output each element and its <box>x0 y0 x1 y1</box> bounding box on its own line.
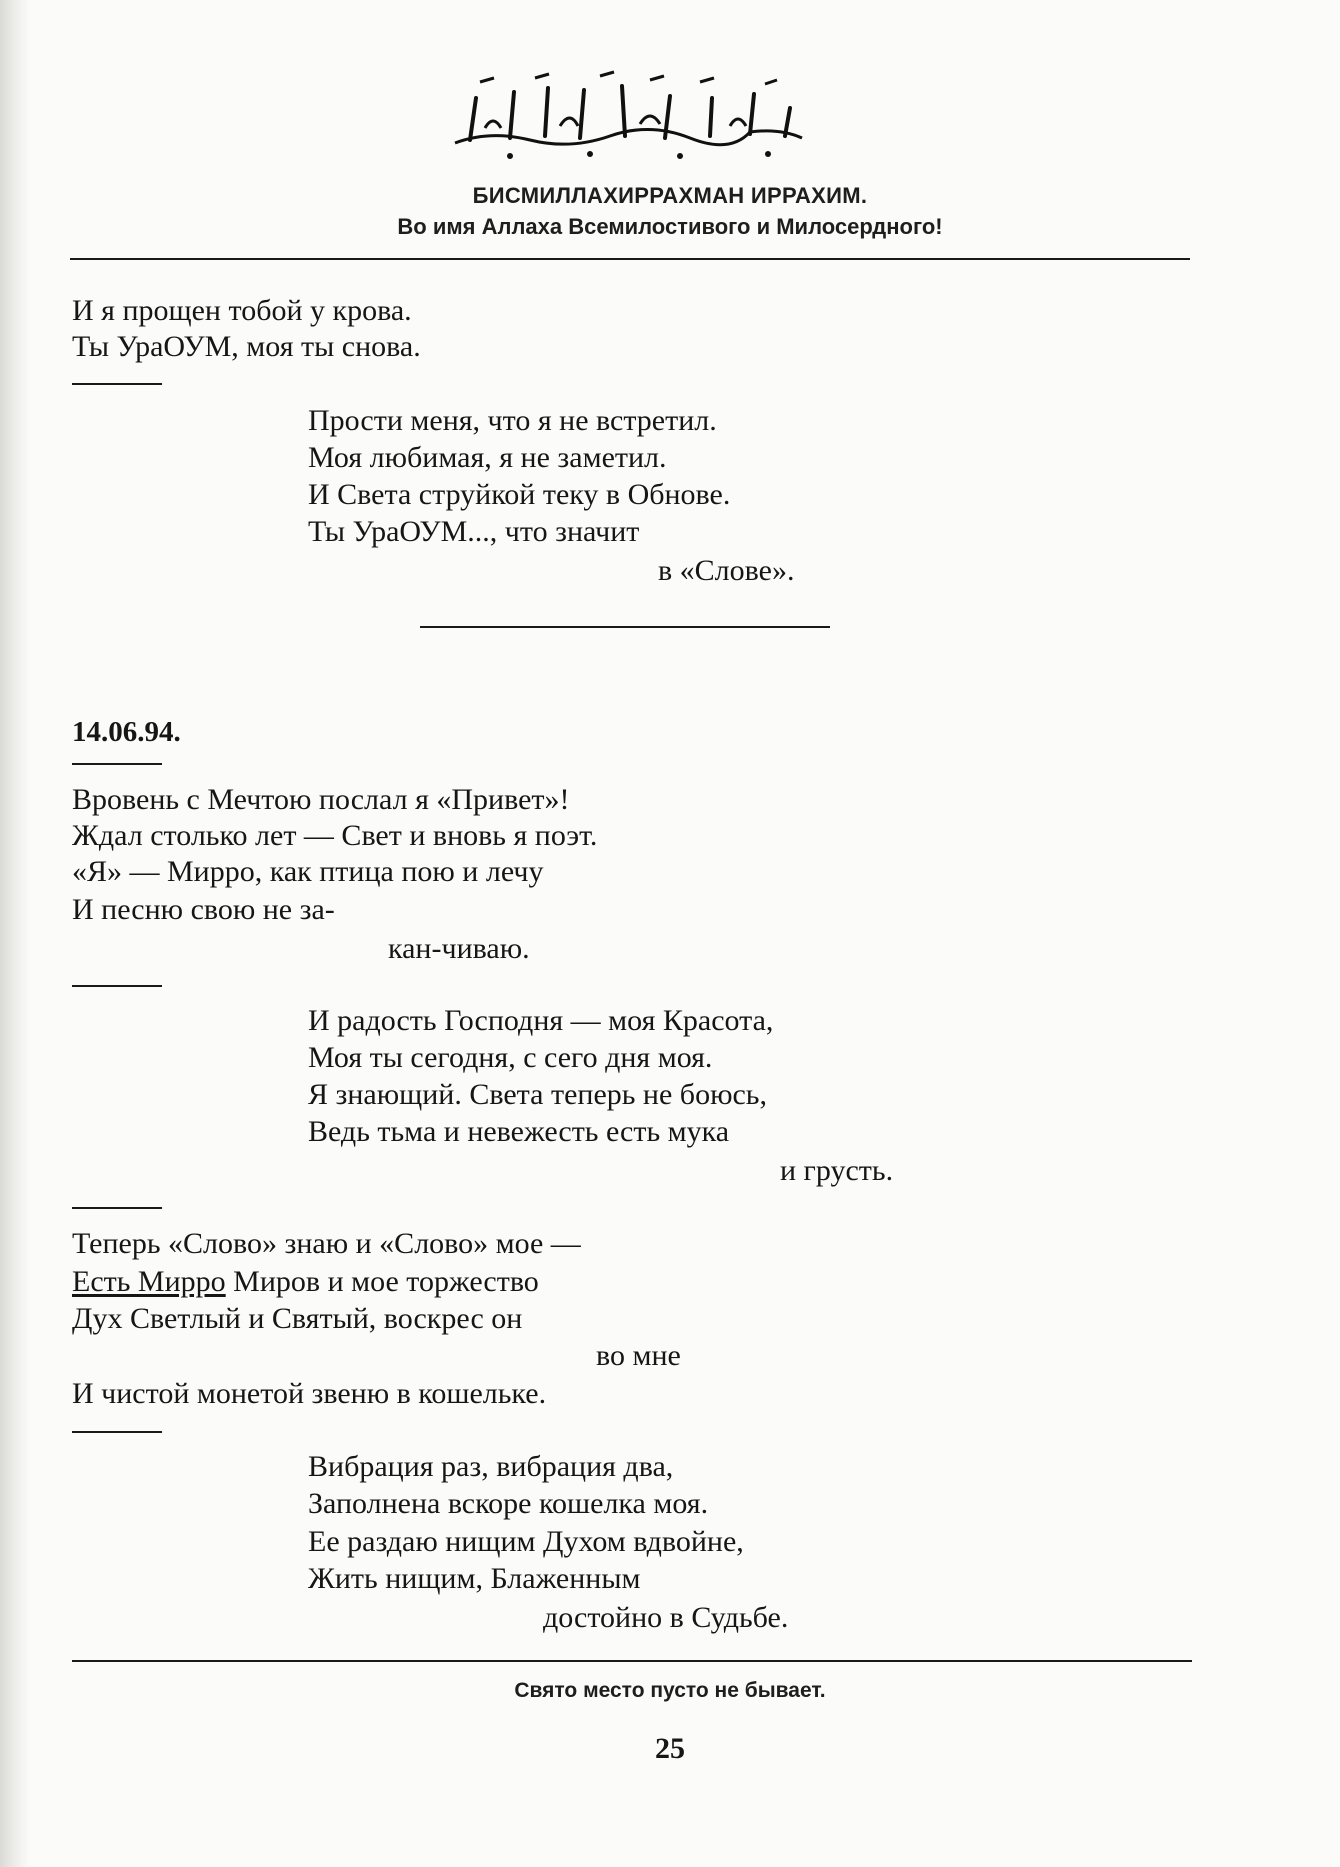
poem-line: И песню свою не за- <box>72 893 335 926</box>
poem-line: Прости меня, что я не встретил. <box>308 404 717 437</box>
poem-line: достойно в Судьбе. <box>543 1601 789 1634</box>
poem-line: Ты УраОУМ..., что значит <box>308 515 640 548</box>
underlined-phrase: Есть Мирро <box>72 1265 226 1298</box>
poem-line: Ее раздаю нищим Духом вдвойне, <box>308 1525 744 1558</box>
page-number: 25 <box>655 1732 685 1765</box>
header-title: БИСМИЛЛАХИРРАХМАН ИРРАХИМ. <box>472 183 868 208</box>
poem-line: Вибрация раз, вибрация два, <box>308 1450 674 1483</box>
stanza-divider <box>72 985 162 987</box>
header-rule <box>70 258 1190 260</box>
poem-line: и грусть. <box>780 1154 894 1187</box>
bismillah-calligraphy <box>450 68 810 168</box>
stanza-divider <box>72 383 162 385</box>
poem-line: Я знающий. Света теперь не боюсь, <box>308 1078 767 1111</box>
poem-line: Ты УраОУМ, моя ты снова. <box>72 330 421 363</box>
poem-line-rest: Миров и мое торжество <box>225 1265 539 1298</box>
poem-line: Дух Светлый и Святый, воскрес он <box>72 1302 523 1335</box>
poem-line: в «Слове». <box>658 554 795 587</box>
poem-line: во мне <box>596 1339 681 1372</box>
poem-line: Моя любимая, я не заметил. <box>308 441 667 474</box>
poem-line: И я прощен тобой у крова. <box>72 294 412 327</box>
header-subtitle: Во имя Аллаха Всемилостивого и Милосердного! <box>397 214 943 239</box>
poem-line <box>72 1267 539 1297</box>
poem-line: Ждал столько лет — Свет и вновь я поэт. <box>72 819 598 852</box>
footer-proverb: Свято место пусто не бывает. <box>514 1679 826 1702</box>
poem-line: И радость Господня — моя Красота, <box>308 1004 774 1037</box>
page-gutter-shadow <box>0 0 30 1867</box>
poem-date: 14.06.94. <box>72 716 181 748</box>
poem-line: И чистой монетой звеню в кошельке. <box>72 1377 547 1410</box>
poem-line: Жить нищим, Блаженным <box>308 1562 641 1595</box>
stanza-divider <box>72 763 162 765</box>
stanza-divider <box>72 1207 162 1209</box>
poem-line: Теперь «Слово» знаю и «Слово» мое — <box>72 1227 581 1260</box>
poem-line: «Я» — Мирро, как птица пою и лечу <box>72 855 544 888</box>
poem-line: Заполнена вскоре кошелка моя. <box>308 1487 709 1520</box>
stanza-divider <box>72 1431 162 1433</box>
poem-line: Ведь тьма и невежесть есть мука <box>308 1115 730 1148</box>
bismillah-arabic-text: بِسْمِ ٱللَّٰهِ ٱلرَّحْمَٰنِ ٱلرَّحِيمِ <box>630 163 642 164</box>
poem-separator <box>420 626 830 628</box>
footer-rule <box>72 1660 1192 1662</box>
poem-line: И Света струйкой теку в Обнове. <box>308 478 731 511</box>
poem-line: Вровень с Мечтою послал я «Привет»! <box>72 783 570 816</box>
poem-line: Моя ты сегодня, с сего дня моя. <box>308 1041 713 1074</box>
poem-line: кан-чиваю. <box>388 932 530 965</box>
